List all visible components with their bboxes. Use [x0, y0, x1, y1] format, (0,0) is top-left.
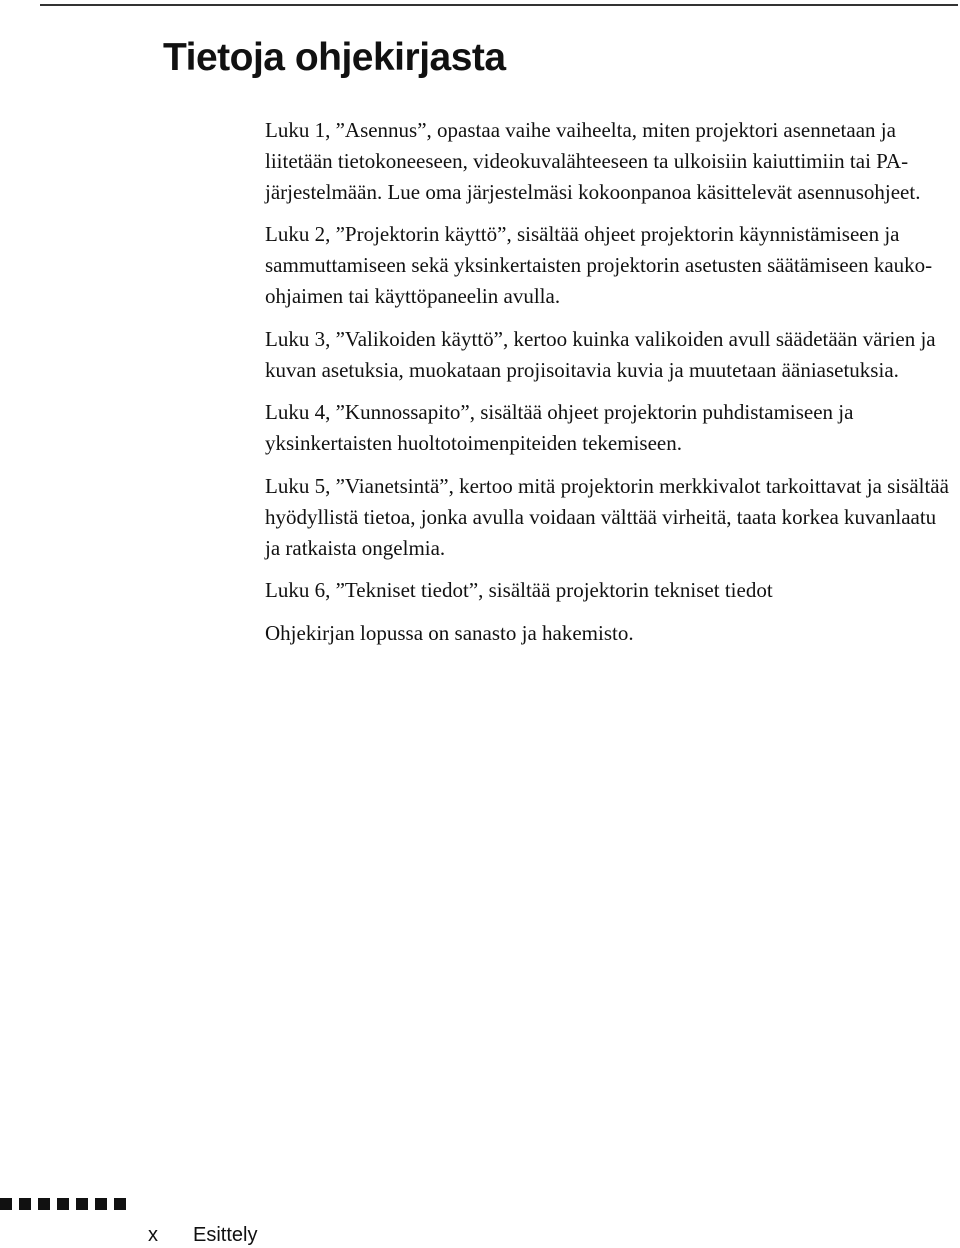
square-mark	[0, 1198, 12, 1210]
body-text	[265, 115, 955, 661]
paragraph-chapter-4: Luku 4, ”Kunnossapito”, sisältää ohjeet projektorin puhdistamiseen ja yksinkertaisten huoltotoimenpiteiden tekemiseen.	[265, 400, 854, 456]
page-title: Tietoja ohjekirjasta	[163, 36, 506, 79]
square-mark	[114, 1198, 126, 1210]
footer-square-marks	[0, 1198, 126, 1210]
footer-section-name: Esittely	[193, 1224, 258, 1246]
paragraph-appendix: Ohjekirjan lopussa on sanasto ja hakemisto.	[265, 621, 634, 646]
square-mark	[38, 1198, 50, 1210]
paragraph-chapter-2: Luku 2, ”Projektorin käyttö”, sisältää ohjeet projektorin käynnistämiseen ja sammuttamiseen sekä yksinkertaisten projektorin asetusten säätämiseen kauko-ohjaimen tai käyttöpaneelin avulla.	[265, 222, 933, 308]
square-mark	[57, 1198, 69, 1210]
square-mark	[95, 1198, 107, 1210]
page-number: x	[148, 1224, 158, 1246]
paragraph-chapter-3: Luku 3, ”Valikoiden käyttö”, kertoo kuinka valikoiden avull säädetään värien ja kuvan asetuksia, muokataan projisoitavia kuvia ja muutetaan ääniasetuksia.	[265, 326, 936, 382]
square-mark	[76, 1198, 88, 1210]
page-footer	[148, 1223, 257, 1247]
paragraph-chapter-1: Luku 1, ”Asennus”, opastaa vaihe vaiheelta, miten projektori asennetaan ja liitetään tietokoneeseen, videokuvalähteeseen ta ulkoisiin kaiuttimiin tai PA-järjestelmään. Lue oma järjestelmäsi kokoonpanoa käsittelevät asennusohjeet.	[265, 118, 921, 204]
top-rule	[40, 4, 958, 6]
square-mark	[19, 1198, 31, 1210]
paragraph-chapter-5: Luku 5, ”Vianetsintä”, kertoo mitä projektorin merkkivalot tarkoittavat ja sisältää hyödyllistä tietoa, jonka avulla voidaan välttää virheitä, taata korkea kuvanlaatu ja ratkaista ongelmia.	[265, 473, 949, 560]
paragraph-chapter-6: Luku 6, ”Tekniset tiedot”, sisältää projektorin tekniset tiedot	[265, 578, 773, 603]
